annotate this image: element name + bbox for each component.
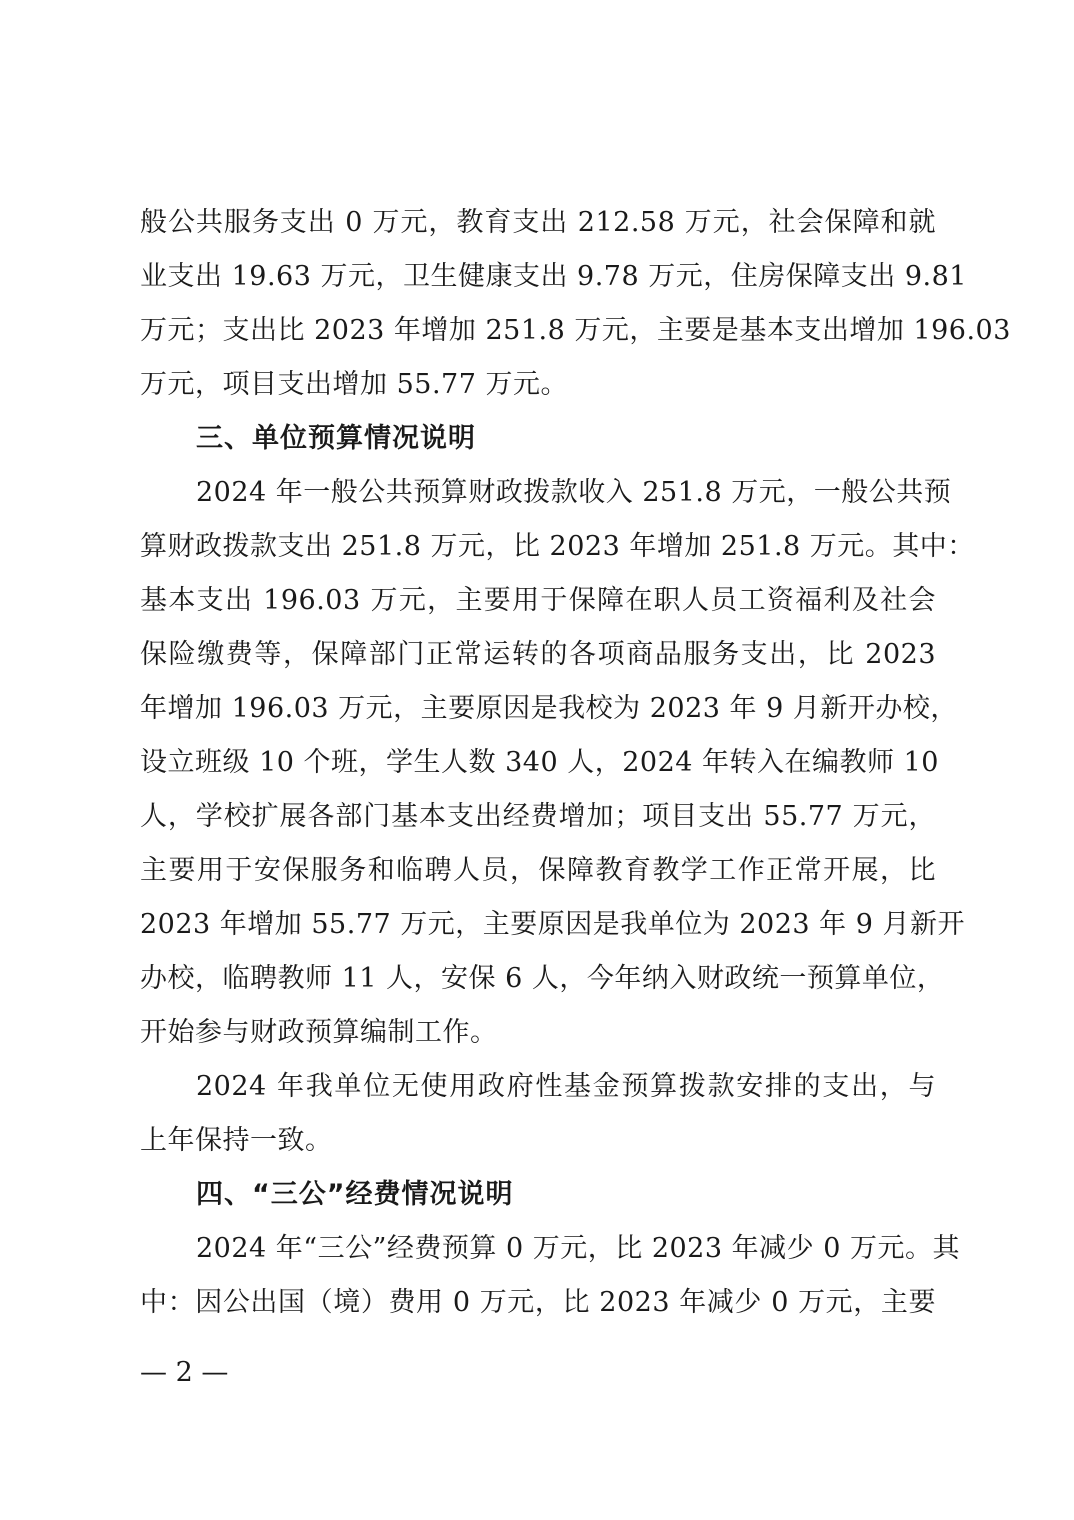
text-line: 算财政拨款支出 251.8 万元，比 2023 年增加 251.8 万元。其中： [140, 531, 975, 562]
text-line: 2024 年一般公共预算财政拨款收入 251.8 万元，一般公共预 [196, 477, 952, 508]
section-heading-unit-budget: 三、单位预算情况说明 [196, 423, 476, 454]
text-line: 人，学校扩展各部门基本支出经费增加；项目支出 55.77 万元， [140, 801, 936, 832]
text-line: 开始参与财政预算编制工作。 [140, 1017, 498, 1048]
text-line: 2024 年我单位无使用政府性基金预算拨款安排的支出，与 [196, 1071, 936, 1102]
paragraph-three-public-expenses [140, 1222, 960, 1330]
page-number: — 2 — [140, 1357, 229, 1388]
text-line: 万元，项目支出增加 55.77 万元。 [140, 369, 568, 400]
text-line: 办校，临聘教师 11 人，安保 6 人，今年纳入财政统一预算单位， [140, 963, 945, 994]
text-line: 业支出 19.63 万元，卫生健康支出 9.78 万元，住房保障支出 9.81 [140, 261, 967, 292]
text-line: 设立班级 10 个班，学生人数 340 人，2024 年转入在编教师 10 [140, 747, 939, 778]
paragraph-government-fund [140, 1060, 936, 1168]
text-line: 中：因公出国（境）费用 0 万元，比 2023 年减少 0 万元，主要 [140, 1287, 936, 1318]
paragraph-unit-budget [140, 466, 975, 1060]
text-line: 2023 年增加 55.77 万元，主要原因是我单位为 2023 年 9 月新开 [140, 909, 965, 940]
document-body [140, 196, 1011, 1330]
paragraph-expenditure-summary [140, 196, 1011, 412]
section-heading-three-public-expenses: 四、“三公”经费情况说明 [196, 1179, 514, 1210]
text-line: 保险缴费等，保障部门正常运转的各项商品服务支出，比 2023 [140, 639, 936, 670]
text-line: 般公共服务支出 0 万元，教育支出 212.58 万元，社会保障和就 [140, 207, 936, 238]
text-line: 2024 年“三公”经费预算 0 万元，比 2023 年减少 0 万元。其 [196, 1233, 960, 1264]
text-line: 上年保持一致。 [140, 1125, 333, 1156]
text-line: 万元；支出比 2023 年增加 251.8 万元，主要是基本支出增加 196.03 [140, 315, 1011, 346]
text-line: 主要用于安保服务和临聘人员，保障教育教学工作正常开展，比 [140, 855, 936, 886]
text-line: 基本支出 196.03 万元，主要用于保障在职人员工资福利及社会 [140, 585, 936, 616]
text-line: 年增加 196.03 万元，主要原因是我校为 2023 年 9 月新开办校， [140, 693, 958, 724]
